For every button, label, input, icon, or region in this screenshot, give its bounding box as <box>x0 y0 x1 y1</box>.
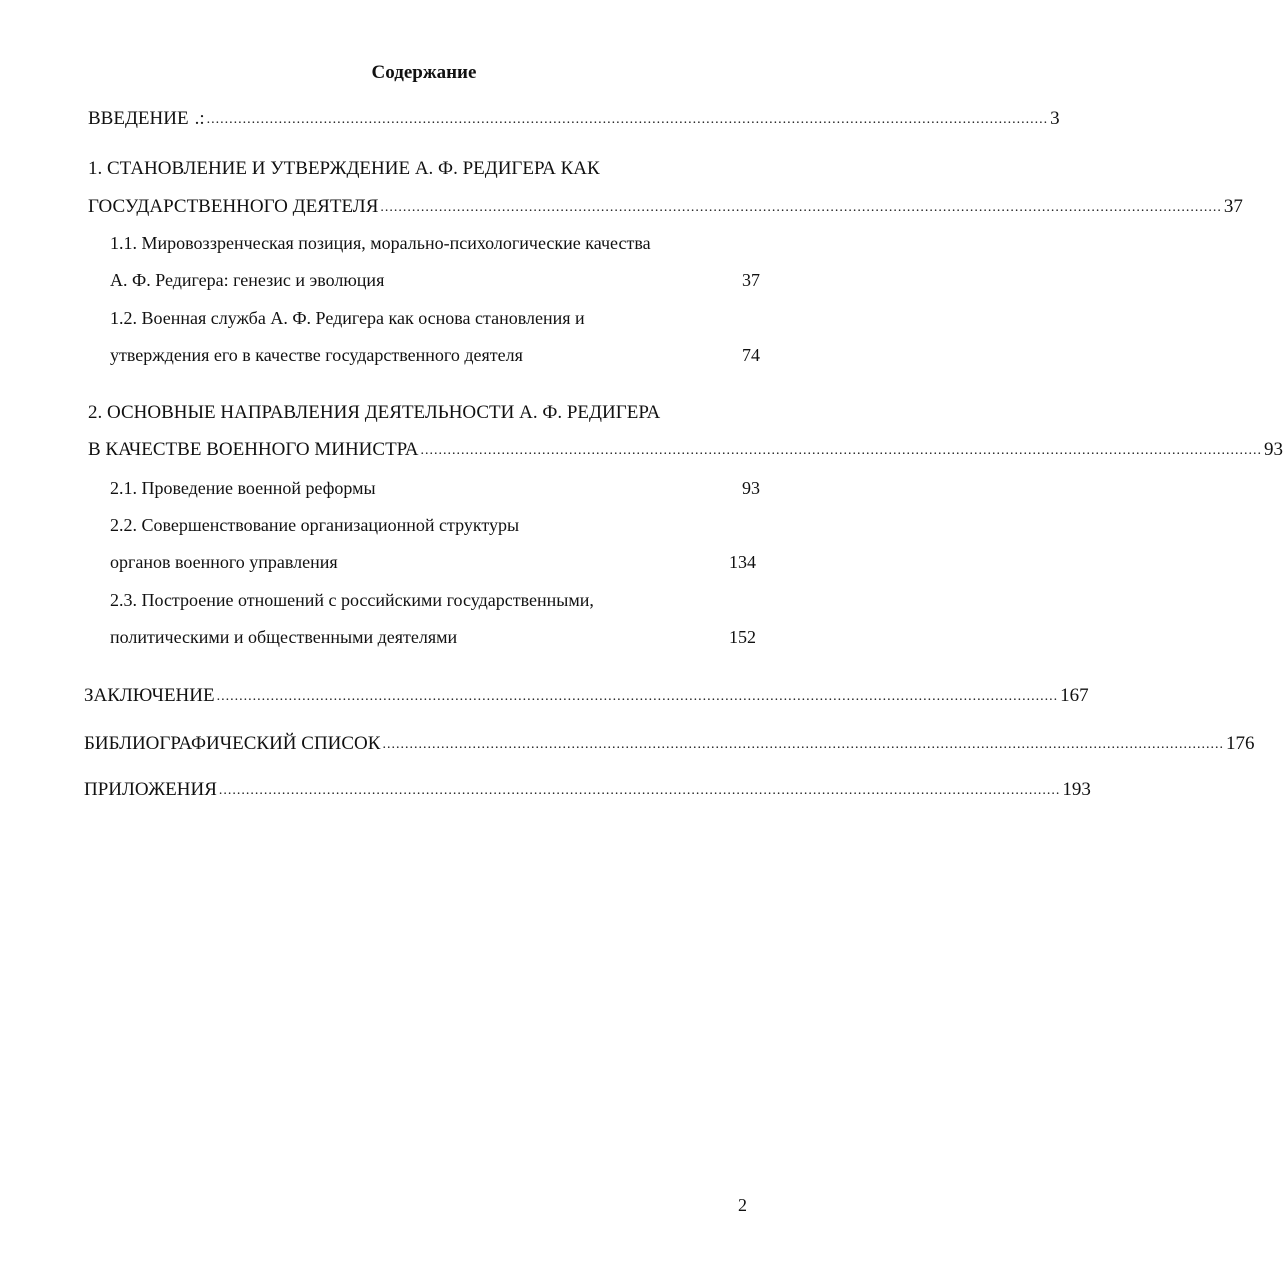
toc-section-1-1-page: 37 <box>742 270 760 290</box>
toc-entry-label: ГОСУДАРСТВЕННОГО ДЕЯТЕЛЯ <box>88 196 379 217</box>
toc-section-2-2-line1: 2.2. Совершенствование организационной структуры <box>110 515 520 535</box>
toc-entry-label: ВВЕДЕНИЕ <box>88 108 189 129</box>
toc-section-2-3-line1: 2.3. Построение отношений с российскими государственными, <box>110 590 594 610</box>
toc-entry-label: ПРИЛОЖЕНИЯ <box>84 779 217 800</box>
toc-entry-intro <box>88 108 1060 130</box>
toc-section-2-2-line2: органов военного управления <box>110 552 338 572</box>
toc-entry-label: ЗАКЛЮЧЕНИЕ <box>84 685 215 706</box>
toc-section-1-2-page: 74 <box>742 345 760 365</box>
toc-section-1-2-line2: утверждения его в качестве государственного деятеля <box>110 345 523 365</box>
toc-entry-marker: .: <box>194 108 205 129</box>
toc-entry-page: 37 <box>1223 196 1243 217</box>
toc-section-2-1-line1: 2.1. Проведение военной реформы <box>110 478 376 498</box>
toc-section-2-3-line2: политическими и общественными деятелями <box>110 627 458 647</box>
toc-entry-appendices <box>84 779 1091 801</box>
toc-entry-page: 193 <box>1062 779 1091 800</box>
toc-section-2-3-page: 152 <box>729 627 756 647</box>
toc-entry-page: 93 <box>1264 439 1283 460</box>
dot-leader: ........................................................................................................................................................................................... <box>216 689 1059 704</box>
toc-section-1-1-line1: 1.1. Мировоззренческая позиция, морально-психологические качества <box>110 233 651 253</box>
toc-entry-label: БИБЛИОГРАФИЧЕСКИЙ СПИСОК <box>84 733 381 754</box>
toc-entry-label: В КАЧЕСТВЕ ВОЕННОГО МИНИСТРА <box>88 439 419 460</box>
toc-chapter-1-title: 1. СТАНОВЛЕНИЕ И УТВЕРЖДЕНИЕ А. Ф. РЕДИГЕРА КАК <box>88 158 600 179</box>
toc-entry-page: 167 <box>1060 685 1089 706</box>
toc-title: Содержание <box>371 62 477 83</box>
dot-leader: ........................................................................................................................................................................................... <box>380 200 1222 215</box>
toc-entry-page: 3 <box>1050 108 1060 129</box>
page-number: 2 <box>738 1195 747 1215</box>
toc-section-1-2-line1: 1.2. Военная служба А. Ф. Редигера как основа становления и <box>110 308 585 328</box>
toc-entry-page: 176 <box>1225 733 1255 754</box>
dot-leader: ........................................................................................................................................................................................... <box>206 112 1049 127</box>
toc-section-2-2-page: 134 <box>729 552 756 572</box>
toc-chapter-2-entry <box>88 439 1283 461</box>
dot-leader: ........................................................................................................................................................................................... <box>420 443 1263 458</box>
dot-leader: ........................................................................................................................................................................................... <box>218 783 1061 798</box>
toc-entry-bibliography <box>84 733 1255 755</box>
toc-section-1-1-line2: А. Ф. Редигера: генезис и эволюция <box>110 270 385 290</box>
toc-chapter-1-entry <box>88 196 1243 218</box>
dot-leader: ........................................................................................................................................................................................... <box>382 737 1224 752</box>
toc-section-2-1-page: 93 <box>742 478 760 498</box>
toc-entry-conclusion <box>84 685 1089 707</box>
toc-chapter-2-title: 2. ОСНОВНЫЕ НАПРАВЛЕНИЯ ДЕЯТЕЛЬНОСТИ А. Ф. РЕДИГЕРА <box>88 402 661 423</box>
